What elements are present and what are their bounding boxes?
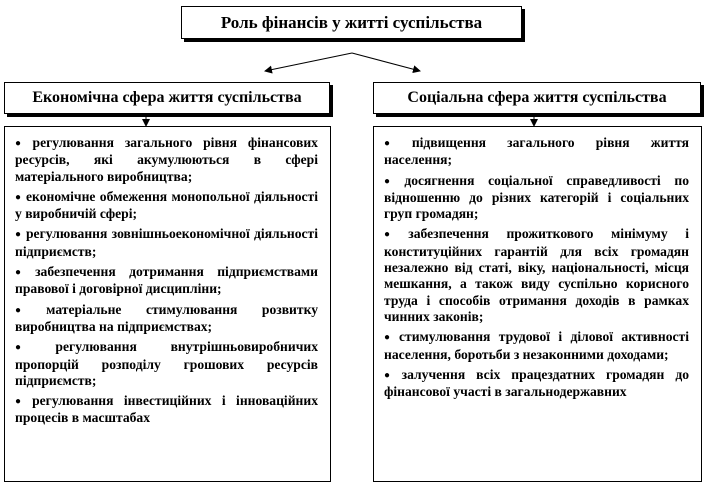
economic-item (15, 135, 318, 185)
economic-item (15, 264, 318, 298)
social-item-text: досягнення соціальної справедливості по відношенню до різних категорій і соціальних груп громадян; (384, 172, 689, 222)
social-item (384, 173, 689, 223)
arrow-to-social (352, 53, 420, 71)
economic-item (15, 189, 318, 223)
bullet-icon: ● (384, 175, 401, 187)
economic-item (15, 339, 318, 389)
bullet-icon: ● (384, 138, 408, 149)
economic-item-text: забезпечення дотримання підприємствами правової і договірної дисципліни; (15, 264, 318, 297)
bullet-icon: ● (15, 304, 43, 316)
bullet-icon: ● (384, 369, 398, 381)
economic-item (15, 226, 318, 260)
economic-item-text: економічне обмеження монопольної діяльності у виробничій сфері; (15, 188, 318, 222)
social-item (384, 226, 689, 325)
social-item-text: залучення всіх працездатних громадян до фінансової участі в загальнодержавних (384, 366, 690, 400)
social-item (384, 329, 689, 363)
economic-item-text: матеріальне стимулювання розвитку виробництва на підприємствах; (15, 301, 319, 334)
social-item (384, 135, 689, 169)
social-item (384, 367, 689, 401)
economic-item (15, 393, 318, 427)
bullet-icon: ● (15, 138, 29, 149)
social-item-text: підвищення загального рівня життя населення; (384, 135, 689, 168)
bullet-icon: ● (15, 342, 52, 354)
economic-sphere-list (4, 126, 331, 482)
bullet-icon: ● (384, 229, 405, 241)
bullet-icon: ● (15, 191, 23, 203)
diagram-title: Роль фінансів у житті суспільства (181, 6, 522, 39)
economic-sphere-heading: Економічна сфера життя суспільства (4, 82, 330, 114)
economic-item-text: регулювання загального рівня фінансових ресурсів, які акумулюються в сфері матеріального виробництва; (15, 135, 318, 184)
economic-item-text: регулювання інвестиційних і інноваційних процесів в масштабах (15, 393, 319, 426)
bullet-icon: ● (384, 332, 395, 344)
economic-item (15, 302, 318, 336)
social-sphere-list (373, 126, 702, 482)
bullet-icon: ● (15, 396, 29, 408)
social-item-text: стимулювання трудової і ділової активності населення, боротьби з незаконними доходами; (384, 329, 690, 362)
bullet-icon: ● (15, 267, 32, 279)
social-sphere-heading: Соціальна сфера життя суспільства (373, 82, 701, 114)
arrow-to-economic (265, 53, 352, 71)
social-item-text: забезпечення прожиткового мінімуму і конституційних гарантій для всіх громадян незалежно від статі, віку, національності, місця мешкання, а також виду суспільно корисного труда і способів отримання доходів в рамках чинних законів; (384, 226, 689, 324)
economic-item-text: регулювання зовнішньоекономічної діяльності підприємств; (15, 226, 318, 259)
bullet-icon: ● (15, 229, 22, 241)
economic-item-text: регулювання внутрішньовиробничих пропорцій розподілу грошових ресурсів підприємств; (15, 339, 318, 388)
